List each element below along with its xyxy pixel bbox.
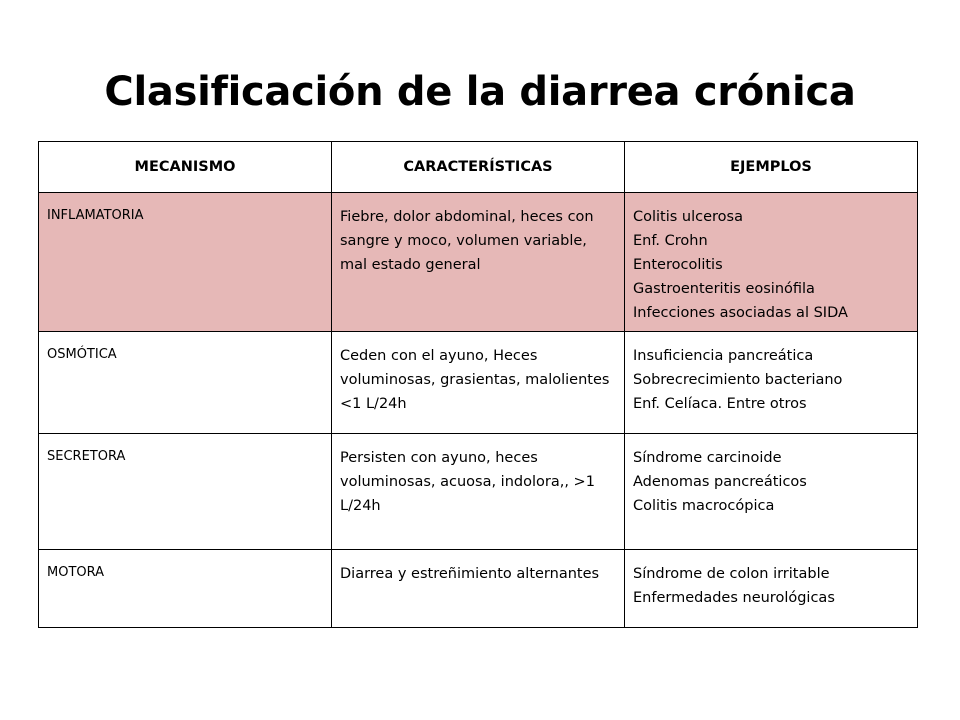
header-mecanismo: MECANISMO (39, 142, 332, 193)
example-item: Enterocolitis (633, 257, 723, 273)
table-row-motora (39, 550, 918, 628)
mechanism-cell: OSMÓTICA (39, 332, 332, 434)
examples-cell (625, 193, 918, 332)
header-ejemplos: EJEMPLOS (625, 142, 918, 193)
characteristics-cell: Fiebre, dolor abdominal, heces con sangre y moco, volumen variable, mal estado general (332, 193, 625, 332)
examples-cell (625, 434, 918, 550)
example-item: Gastroenteritis eosinófila (633, 281, 815, 297)
example-item: Colitis macrocópica (633, 498, 775, 514)
example-item: Insuficiencia pancreática (633, 348, 814, 364)
table-row-inflamatoria (39, 193, 918, 332)
example-item: Enf. Celíaca. Entre otros (633, 396, 807, 412)
mechanism-cell: INFLAMATORIA (39, 193, 332, 332)
example-item: Colitis ulcerosa (633, 209, 743, 225)
mechanism-cell: MOTORA (39, 550, 332, 628)
mechanism-cell: SECRETORA (39, 434, 332, 550)
examples-cell (625, 550, 918, 628)
example-item: Enfermedades neurológicas (633, 590, 835, 606)
characteristics-cell: Ceden con el ayuno, Heces voluminosas, grasientas, malolientes <1 L/24h (332, 332, 625, 434)
examples-cell (625, 332, 918, 434)
example-item: Adenomas pancreáticos (633, 474, 807, 490)
slide-title: Clasificación de la diarrea crónica (104, 69, 856, 115)
example-item: Sobrecrecimiento bacteriano (633, 372, 843, 388)
example-item: Infecciones asociadas al SIDA (633, 305, 848, 321)
example-item: Enf. Crohn (633, 233, 708, 249)
header-caracteristicas: CARACTERÍSTICAS (332, 142, 625, 193)
characteristics-cell: Diarrea y estreñimiento alternantes (332, 550, 625, 628)
table-row-osmotica (39, 332, 918, 434)
table-row-secretora (39, 434, 918, 550)
example-item: Síndrome carcinoide (633, 450, 782, 466)
characteristics-cell: Persisten con ayuno, heces voluminosas, acuosa, indolora,, >1 L/24h (332, 434, 625, 550)
example-item: Síndrome de colon irritable (633, 566, 830, 582)
classification-table (38, 141, 918, 628)
table-header-row (39, 142, 918, 193)
